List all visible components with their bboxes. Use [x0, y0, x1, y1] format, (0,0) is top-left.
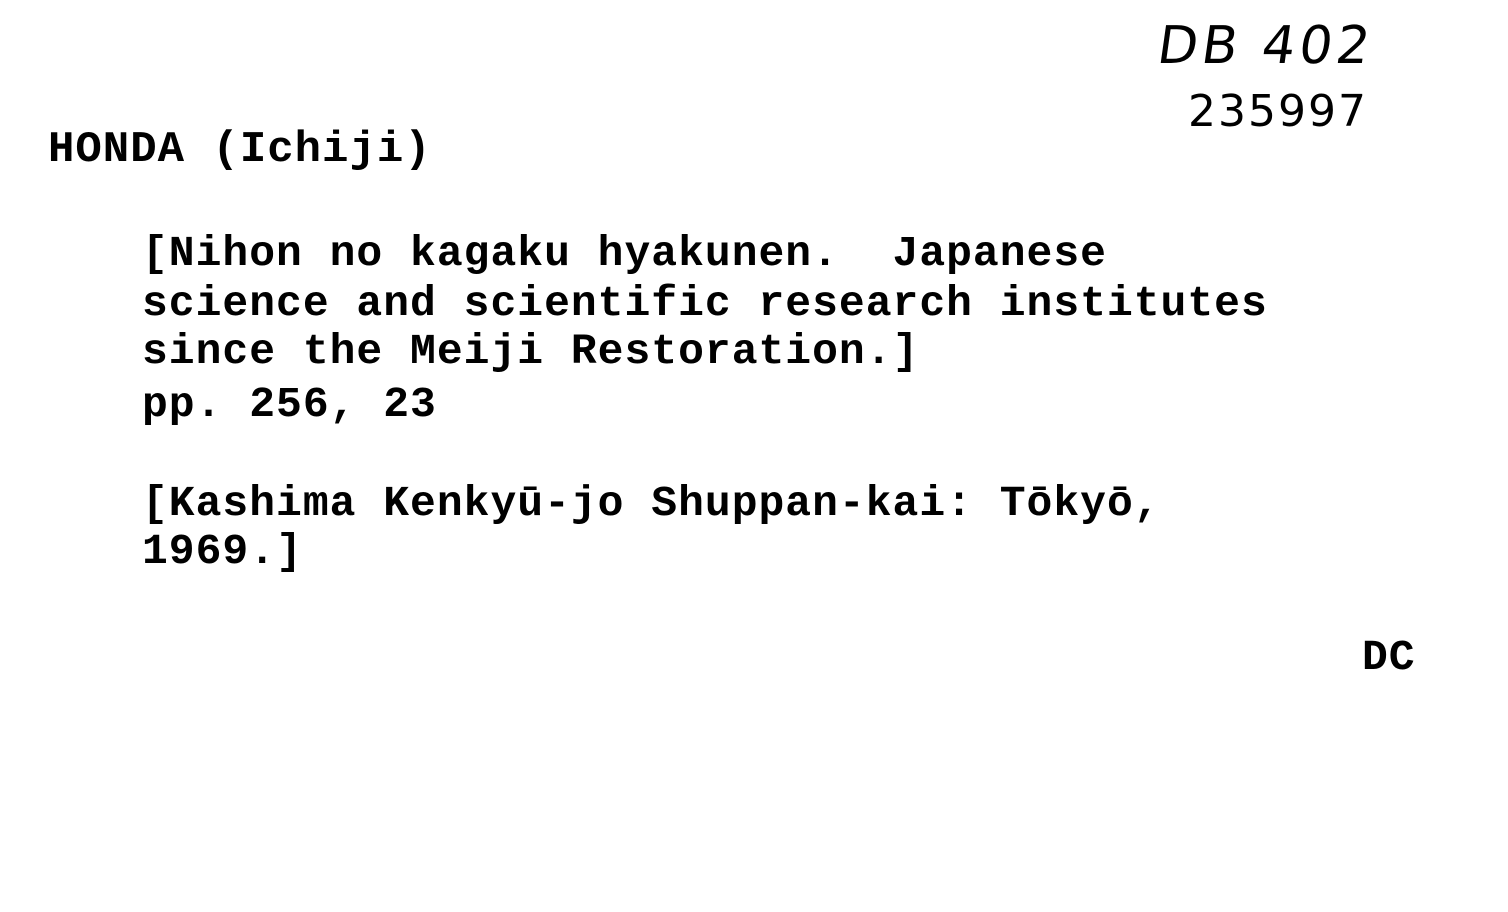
location-code: DC: [1362, 633, 1416, 682]
author-heading: HONDA (Ichiji): [48, 125, 432, 175]
accession-number: 235997: [1188, 86, 1368, 137]
shelfmark: DB 402: [1153, 16, 1378, 76]
collation: pp. 256, 23: [142, 380, 437, 429]
imprint-line: [Kashima Kenkyū-jo Shuppan-kai: Tōkyō,: [142, 479, 1161, 528]
title-line: [Nihon no kagaku hyakunen. Japanese: [142, 229, 1107, 278]
title-line: since the Meiji Restoration.]: [142, 327, 920, 376]
title-line: science and scientific research institutes: [142, 279, 1268, 328]
imprint-line: 1969.]: [142, 527, 303, 576]
